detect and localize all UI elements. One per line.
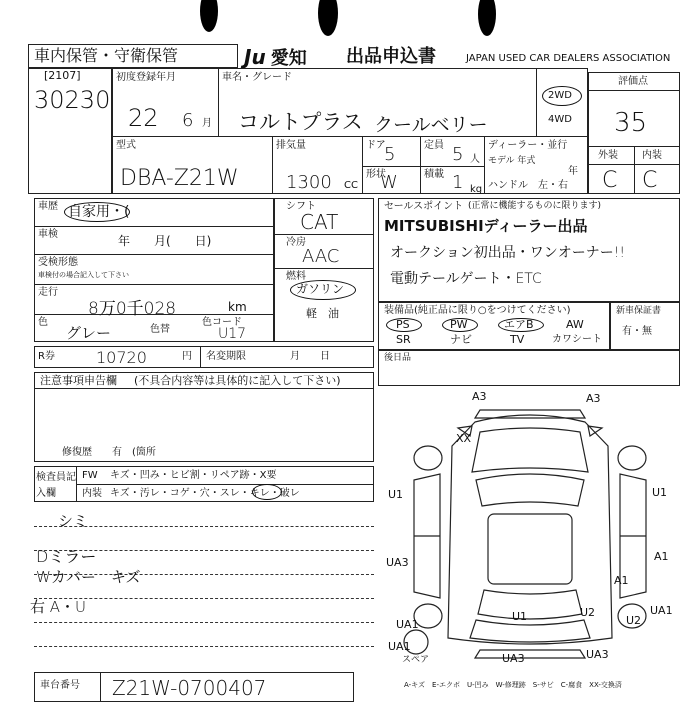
seats-label: 定員 [424,140,444,151]
damage-mark: UA3 [586,648,609,661]
yen-unit: 円 [182,351,192,362]
seats: 5 [452,144,464,165]
shift-label: シフト [286,201,316,212]
damage-legend: A-キズ E-エクボ U-凹み W-修理跡 S-サビ C-腐食 XX-交換済 [404,681,622,689]
sales-point-note: (正常に機能するものに限ります) [468,201,602,211]
repair-history: 修復歴 有 (箇所 [62,447,156,458]
damage-mark: U1 [652,486,668,499]
drive-4wd: 4WD [548,114,572,125]
wheel-front-right [618,446,646,470]
sales-line-2: 電動テールゲート・ETC [390,271,542,287]
form-title: 出品申込書 [346,46,436,67]
format-label: 受検形態 [38,257,78,268]
fuel: ガソリン [296,282,345,296]
model-year-label: モデル 年式 [488,156,536,166]
option-pw: PW [450,318,468,331]
options-grid [384,318,608,348]
damage-mark: U1 [512,610,528,623]
damage-mark: UA3 [502,652,525,665]
damage-mark: XX [456,432,472,445]
car-name: コルトプラス [238,110,363,134]
redaction-mark [318,0,338,36]
deadline-label: 名変期限 [206,351,246,362]
chassis-number: Z21W-0700407 [112,676,267,700]
sales-line-1: オークション初出品・ワンオーナー!! [390,245,625,261]
dealer-brand: MITSUBISHIディーラー出品 [384,217,588,235]
hood [472,428,588,472]
warranty-label: 新車保証書 [616,306,662,316]
recycle-label: R券 [38,351,55,362]
color-label: 色 [38,317,48,328]
notes-sub: (不具合内容等は具体的に記入して下さい) [134,374,341,387]
damage-mark: UA1 [388,640,411,653]
load-label: 積載 [424,169,444,180]
score-label: 評価点 [618,76,648,87]
displacement: 1300 [286,172,332,193]
color-code-label: 色コード [202,317,242,328]
first-reg-month: 6 [182,110,194,131]
after-items-box [378,350,680,386]
shape-label: 形状 [366,169,386,180]
recycle-fee: 10720 [96,348,147,367]
warranty-value: 有・無 [622,326,652,337]
load-unit: kg [470,184,483,195]
interior-grade: C [642,168,658,193]
ac-label: 冷房 [286,237,306,248]
interior-issues: キズ・汚レ・コゲ・穴・スレ・キレ・破レ [110,488,300,499]
note-right: 右 A・U [30,598,87,616]
damage-mark: U2 [580,606,596,619]
damage-mark: UA1 [396,618,419,631]
damage-mark: UA1 [650,604,673,617]
deadline-value: 月 日 [290,351,330,362]
damage-mark: U1 [388,488,404,501]
shift: CAT [300,210,339,234]
color-code: U17 [218,326,247,342]
lot-number: 30230 [34,86,111,114]
association-name: JAPAN USED CAR DEALERS ASSOCIATION [466,53,671,64]
model-code: DBA-Z21W [120,166,239,191]
options-label: 装備品(純正品に限り○をつけてください) [384,305,571,316]
rear-window [478,590,582,619]
mileage: 8万0千028 [88,299,177,319]
roof [488,514,572,584]
after-items-label: 後日品 [384,353,412,363]
damage-mark: A1 [654,550,669,563]
car-grade: クールベリー [374,114,488,136]
month-unit: 月 [202,118,212,129]
option-ps: PS [396,318,410,331]
seats-unit: 人 [470,154,480,165]
damage-mark: UA3 [386,556,409,569]
color-change-label: 色替 [150,324,170,335]
note-stain: シミ [58,512,89,530]
option-tv: TV [510,333,525,346]
mileage-label: 走行 [38,287,58,298]
first-reg-year: 22 [128,104,159,132]
cc-unit: CC [344,180,358,191]
color: グレー [66,324,112,342]
dealer-label: ディーラー・並行 [488,140,568,151]
load: 1 [452,172,464,193]
notes-label: 注意事項申告欄 [40,374,117,387]
exterior-issues: キズ・凹み・ヒビ割・リペア跡・X要 [110,470,277,481]
displacement-label: 排気量 [276,140,306,151]
option-leather-seat: カワシート [552,334,602,345]
inspection-label: 車検 [38,229,58,240]
aichi-logo-text: 愛知 [270,48,307,69]
damage-mark: A3 [586,392,601,405]
note-mirror: Dミラー [36,547,97,566]
front-bumper [475,410,585,418]
option-aw: AW [566,318,584,331]
damage-mark: U2 [626,614,642,627]
drive-2wd: 2WD [548,90,572,101]
first-reg-label: 初度登録年月 [116,72,176,83]
year-unit: 年 [568,166,578,177]
damage-mark: A3 [472,390,487,403]
note-wiper-cover: Wカバー キズ [36,568,141,586]
interior-row-label: 内装 [82,488,102,499]
option-airbag: エアB [504,318,534,331]
ju-logo [244,44,307,70]
storage-warning: 車内保管・守衛保管 [34,46,179,65]
shape: W [380,172,398,193]
fuel-label: 燃料 [286,271,306,282]
inspection-value: 年 月( 日) [118,234,212,248]
mileage-unit: km [228,300,247,314]
option-navi: ナビ [450,333,472,346]
ju-logo-text: Ju [244,45,266,69]
damage-mark: A1 [614,574,629,587]
history-label: 車歴 [38,201,58,212]
model-label: 型式 [116,140,136,151]
chassis-label: 車台番号 [40,680,80,691]
diesel: 軽 油 [306,307,339,320]
spare-label: スペア [402,655,430,665]
redaction-mark [478,0,496,36]
fw-label: FW [82,470,98,481]
history-value: 自家用・( [68,204,130,220]
sales-point-label: セールスポイント [384,201,464,212]
handle-label: ハンドル 左・右 [488,180,568,191]
doors-label: ドア [366,140,386,151]
interior-label: 内装 [642,150,662,161]
ac: AAC [302,246,340,267]
score-value: 35 [614,108,648,138]
option-sr: SR [396,333,411,346]
format-note: 車検付の場合記入して下さい [38,271,129,279]
tailgate [470,620,590,642]
exterior-grade: C [602,168,618,193]
scratch-circle [252,484,282,500]
doors: 5 [384,144,396,165]
rear-bumper [475,650,585,658]
car-damage-diagram [380,388,690,688]
exterior-label: 外装 [598,150,618,161]
car-name-label: 車名・グレード [222,72,292,83]
inspector-label: 検査員記入欄 [36,472,76,499]
sheet-code: [2107] [44,69,81,82]
wheel-front-left [414,446,442,470]
windshield [476,474,584,506]
redaction-mark [200,0,218,32]
